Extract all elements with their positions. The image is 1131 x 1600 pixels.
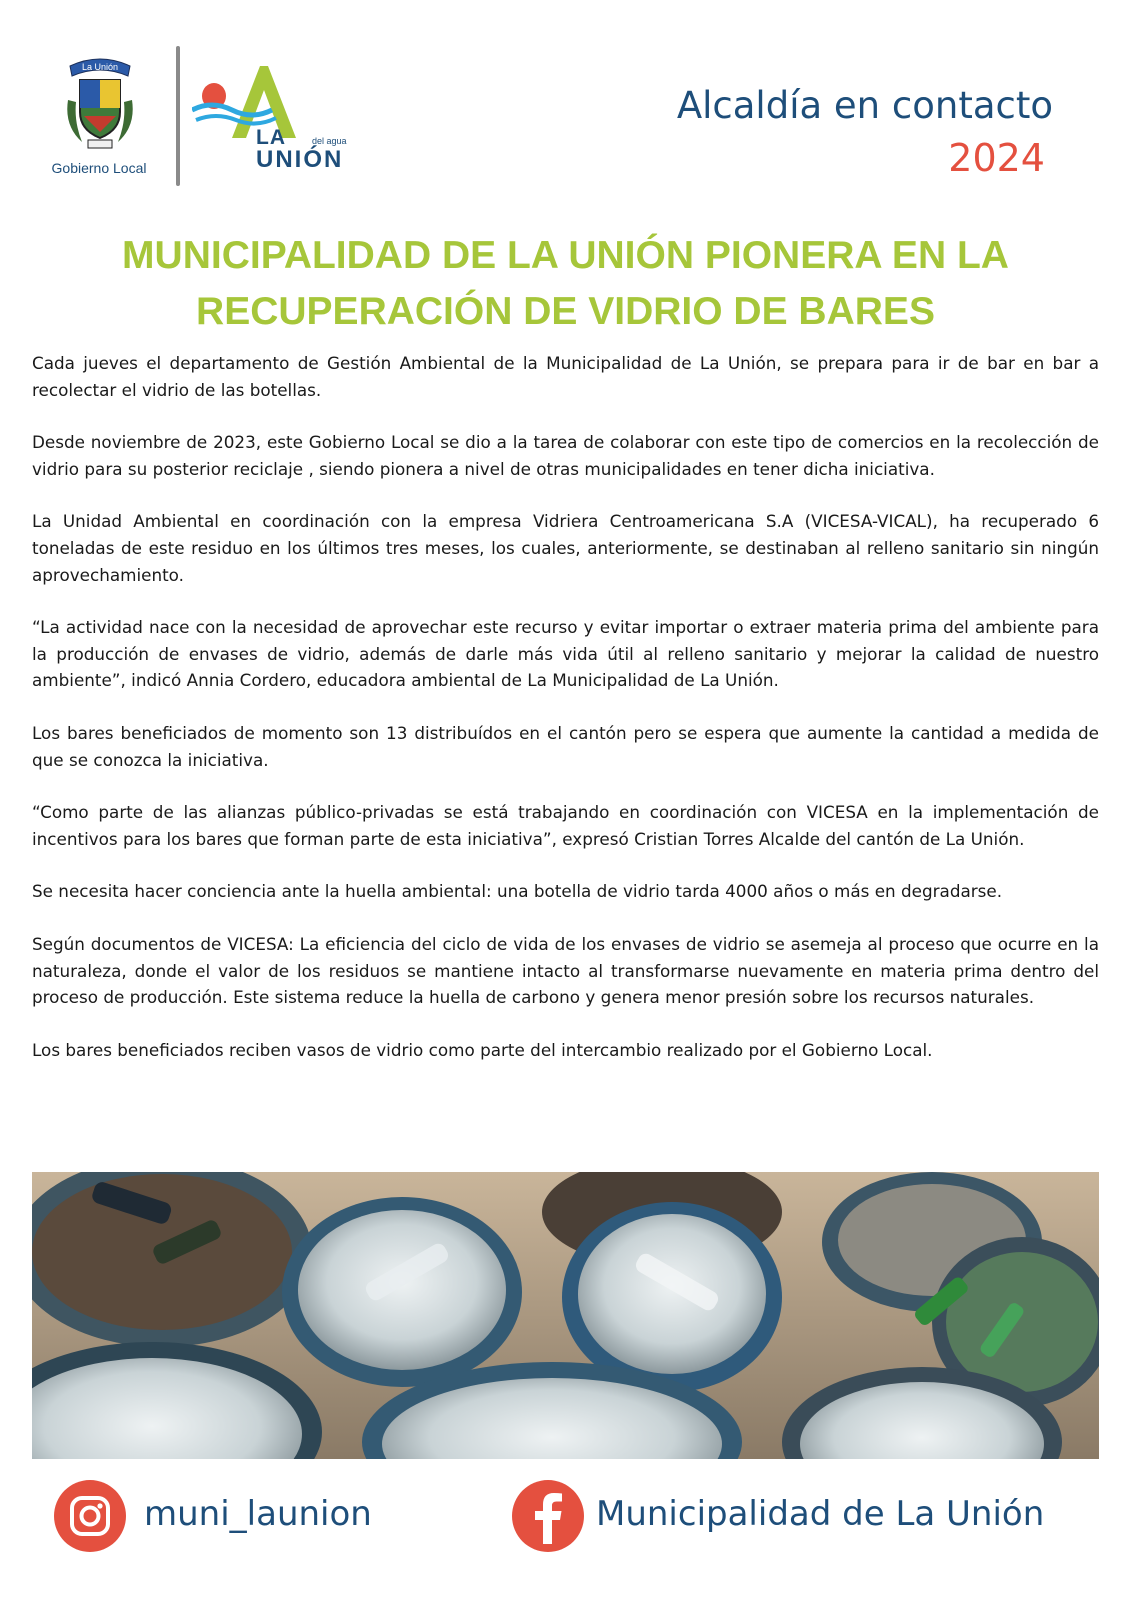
contact-year: 2024	[948, 136, 1045, 180]
logo-divider	[176, 46, 180, 186]
headline-line-1: MUNICIPALIDAD DE LA UNIÓN PIONERA EN LA	[122, 234, 1009, 277]
coat-of-arms-icon	[62, 46, 138, 158]
article-paragraph: “La actividad nace con la necesidad de aprovechar este recurso y evitar importar o extraer materia prima del ambiente para la producción de envases de vidrio, además de darle más vida útil al relleno sanitario y mejorar la calidad de nuestro ambiente”, indicó Annia Cordero, educadora ambiental de La Municipalidad de La Unión.	[32, 617, 1099, 691]
instagram-handle[interactable]: muni_launion	[144, 1494, 372, 1534]
municipal-crest-logo	[40, 46, 158, 186]
glass-bottles-photo	[32, 1172, 1099, 1459]
article-paragraph: Según documentos de VICESA: La eficiencia del ciclo de vida de los envases de vidrio se asemeja al proceso que ocurre en la naturaleza, donde el valor de los residuos se mantiene intacto al transformarse nuevamente en materia prima dentro del proceso de producción. Este sistema reduce la huella de carbono y genera menor presión sobre los recursos naturales.	[32, 933, 1099, 1008]
instagram-icon[interactable]	[54, 1480, 126, 1552]
facebook-page-name[interactable]: Municipalidad de La Unión	[596, 1494, 1045, 1534]
glass-bottles-in-barrels-icon	[32, 1172, 1099, 1459]
facebook-icon[interactable]	[512, 1480, 584, 1552]
article-paragraph: La Unidad Ambiental en coordinación con la empresa Vidriera Centroamericana S.A (VICESA-VICAL), ha recuperado 6 toneladas de este residuo en los últimos tres meses, los cuales, anteriormente, se destinaban al relleno sanitario sin ningún aprovechamiento.	[32, 511, 1099, 585]
headline-line-2: RECUPERACIÓN DE VIDRIO DE BARES	[196, 290, 935, 333]
article-paragraph: “Como parte de las alianzas público-privadas se está trabajando en coordinación con VICESA en la implementación de incentivos para los bares que forman parte de esta iniciativa”, expresó Cristian Torres Alcalde del cantón de La Unión.	[32, 802, 1099, 849]
article-paragraph: Desde noviembre de 2023, este Gobierno Local se dio a la tarea de colaborar con este tipo de comercios en la recolección de vidrio para su posterior reciclaje , siendo pionera a nivel de otras municipalidades en tener dicha iniciativa.	[32, 432, 1099, 479]
brand-la-text: LA	[256, 126, 286, 149]
article-body	[32, 350, 1099, 1089]
la-union-brand-logo	[192, 60, 362, 180]
crest-banner-text: La Unión	[81, 62, 119, 72]
article-paragraph: Cada jueves el departamento de Gestión Ambiental de la Municipalidad de La Unión, se prepara para ir de bar en bar a recolectar el vidrio de las botellas.	[32, 353, 1099, 400]
brand-tagline: del agua	[312, 136, 347, 146]
contact-title: Alcaldía en contacto	[676, 84, 1053, 127]
page-footer	[0, 1480, 1131, 1580]
article-paragraph: Los bares beneficiados de momento son 13 distribuídos en el cantón pero se espera que aumente la cantidad a medida de que se conozca la iniciativa.	[32, 722, 1099, 770]
article-paragraph: Los bares beneficiados reciben vasos de vidrio como parte del intercambio realizado por el Gobierno Local.	[32, 1039, 933, 1060]
article-headline	[32, 228, 1099, 340]
brand-union-text: UNIÓN	[256, 146, 344, 173]
article-paragraph: Se necesita hacer conciencia ante la huella ambiental: una botella de vidrio tarda 4000 años o más en degradarse.	[32, 881, 1003, 902]
page-header	[0, 0, 1131, 200]
crest-caption: Gobierno Local	[51, 160, 147, 176]
